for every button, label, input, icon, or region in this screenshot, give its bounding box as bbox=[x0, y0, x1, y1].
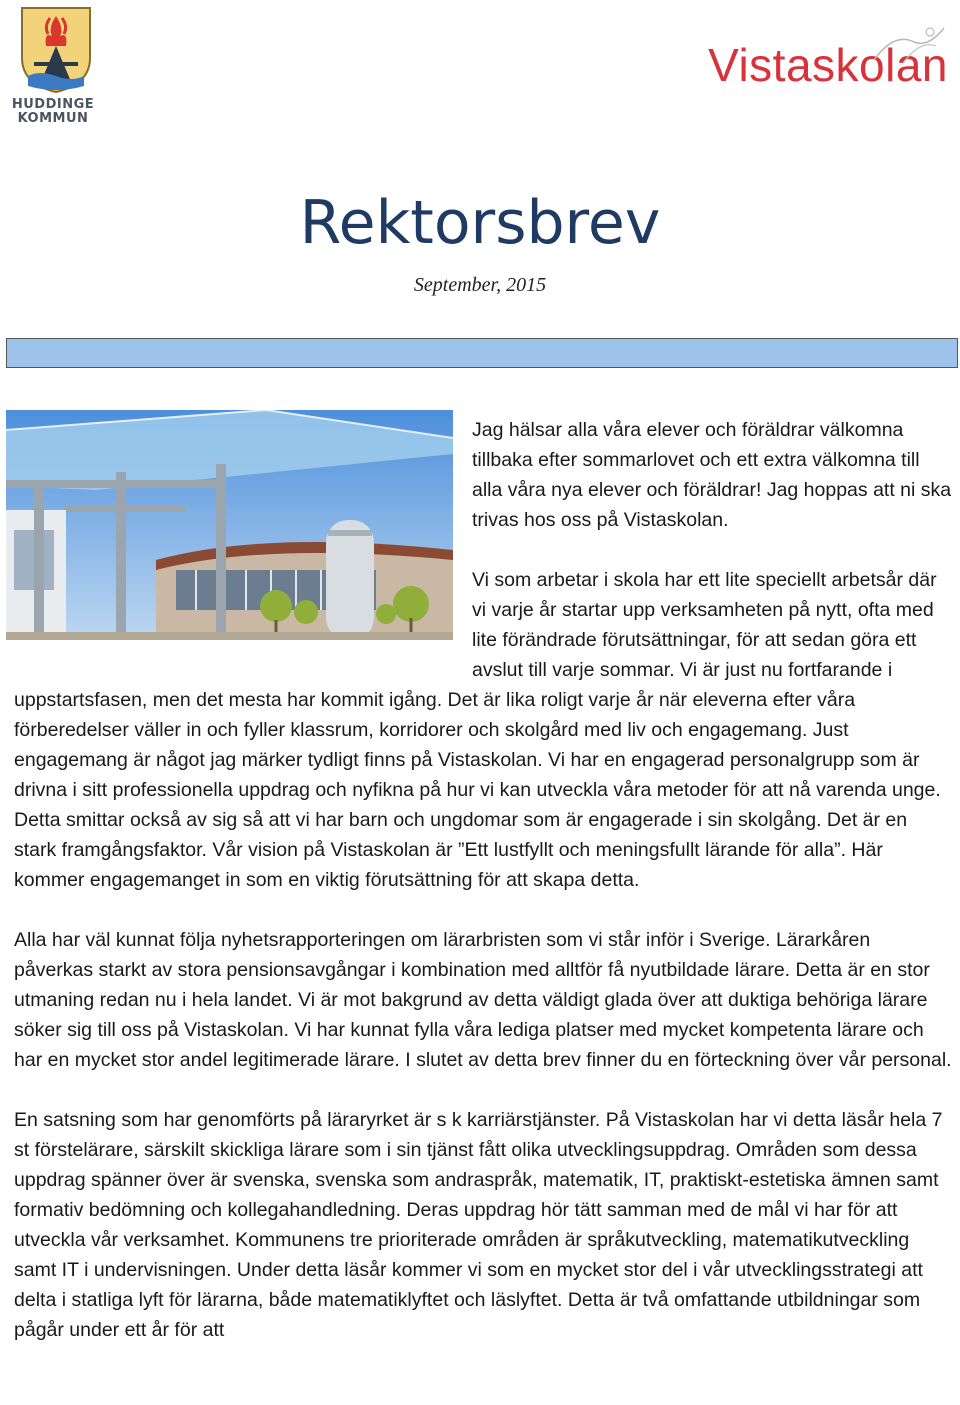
photo-spacer bbox=[14, 415, 472, 670]
school-logo-text: Vistaskolan bbox=[708, 39, 948, 91]
paragraph-career-positions: En satsning som har genomförts på läraryrket är s k karriärstjänster. På Vistaskolan har vi detta läsår hela 7 st förstelärare, särskilt skickliga lärare som i sin tjänst fått olika utvecklingsuppdrag. Områden som dessa uppdrag spänner över är svenska, svenska som andraspråk, matematik, IT, praktiskt-estetiska ämnen samt formativ bedömning och kollegahandledning. Deras uppdrag hör tätt samman med de mål vi har för att utveckla vår verksamhet. Kommunens tre prioriterade områden är språkutveckling, matematikutveckling samt IT i undervisningen. Under detta läsår kommer vi som en mycket stor del i vår utvecklingsstrategi att delta i statliga lyft för lärarna, både matematiklyftet och läslyftet. Detta är två omfattande utbildningar som pågår under ett år för att bbox=[14, 1109, 943, 1341]
letter-date: September, 2015 bbox=[413, 274, 547, 296]
letter-body bbox=[14, 415, 954, 1375]
sketch-figure-icon bbox=[864, 22, 954, 66]
huddinge-kommun-logo bbox=[8, 6, 98, 128]
vistaskolan-logo bbox=[708, 38, 948, 92]
paragraph-welcome: Jag hälsar alla våra elever och föräldrar välkomna tillbaka efter sommarlovet och ett extra välkomna till alla våra nya elever och föräldrar! Jag hoppas att ni ska trivas hos oss på Vistaskolan. bbox=[472, 419, 952, 531]
paragraph-school-year: Vi som arbetar i skola har ett lite speciellt arbetsår där vi varje år startar upp verksamheten på nytt, ofta med lite förändrade förutsättningar, för att sedan göra ett avslut till varje sommar. Vi är just nu fortfarande i uppstartsfasen, men det mesta har kommit igång. Det är lika roligt varje år när eleverna efter våra förberedelser väller in och fyller klassrum, korridorer och skolgård med liv och engagemang. Just engagemang är något jag märker tydligt finns på Vistaskolan. Vi har en engagerad personalgrupp som är drivna i sitt professionella uppdrag och nyfikna på hur vi kan utveckla våra metoder för att nå varenda unge. Detta smittar också av sig så att vi har barn och ungdomar som är engagerade i sin skolgång. Det är en stark framgångsfaktor. Vår vision på Vistaskolan är ”Ett lustfyllt och meningsfullt lärande för alla”. Här kommer engagemanget in som en viktig förutsättning för att skapa detta. bbox=[14, 569, 941, 891]
page-title: Rektorsbrev bbox=[299, 188, 661, 258]
municipality-name: HUDDINGE KOMMUN bbox=[11, 97, 95, 126]
paragraph-teacher-shortage: Alla har väl kunnat följa nyhetsrapporteringen om lärarbristen som vi står inför i Sverige. Lärarkåren påverkas starkt av stora pensionsavgångar i kombination med alltför få nyutbildade lärare. Detta är en stor utmaning redan nu i hela landet. Vi är mot bakgrund av detta väldigt glada över att duktiga behöriga lärare söker sig till oss på Vistaskolan. Vi har kunnat fylla våra lediga platser med mycket kompetenta lärare och har en mycket stor andel legitimerade lärare. I slutet av detta brev finner du en förteckning över vår personal. bbox=[14, 929, 952, 1071]
municipal-shield-icon bbox=[20, 6, 92, 94]
header-divider-band bbox=[6, 338, 958, 368]
